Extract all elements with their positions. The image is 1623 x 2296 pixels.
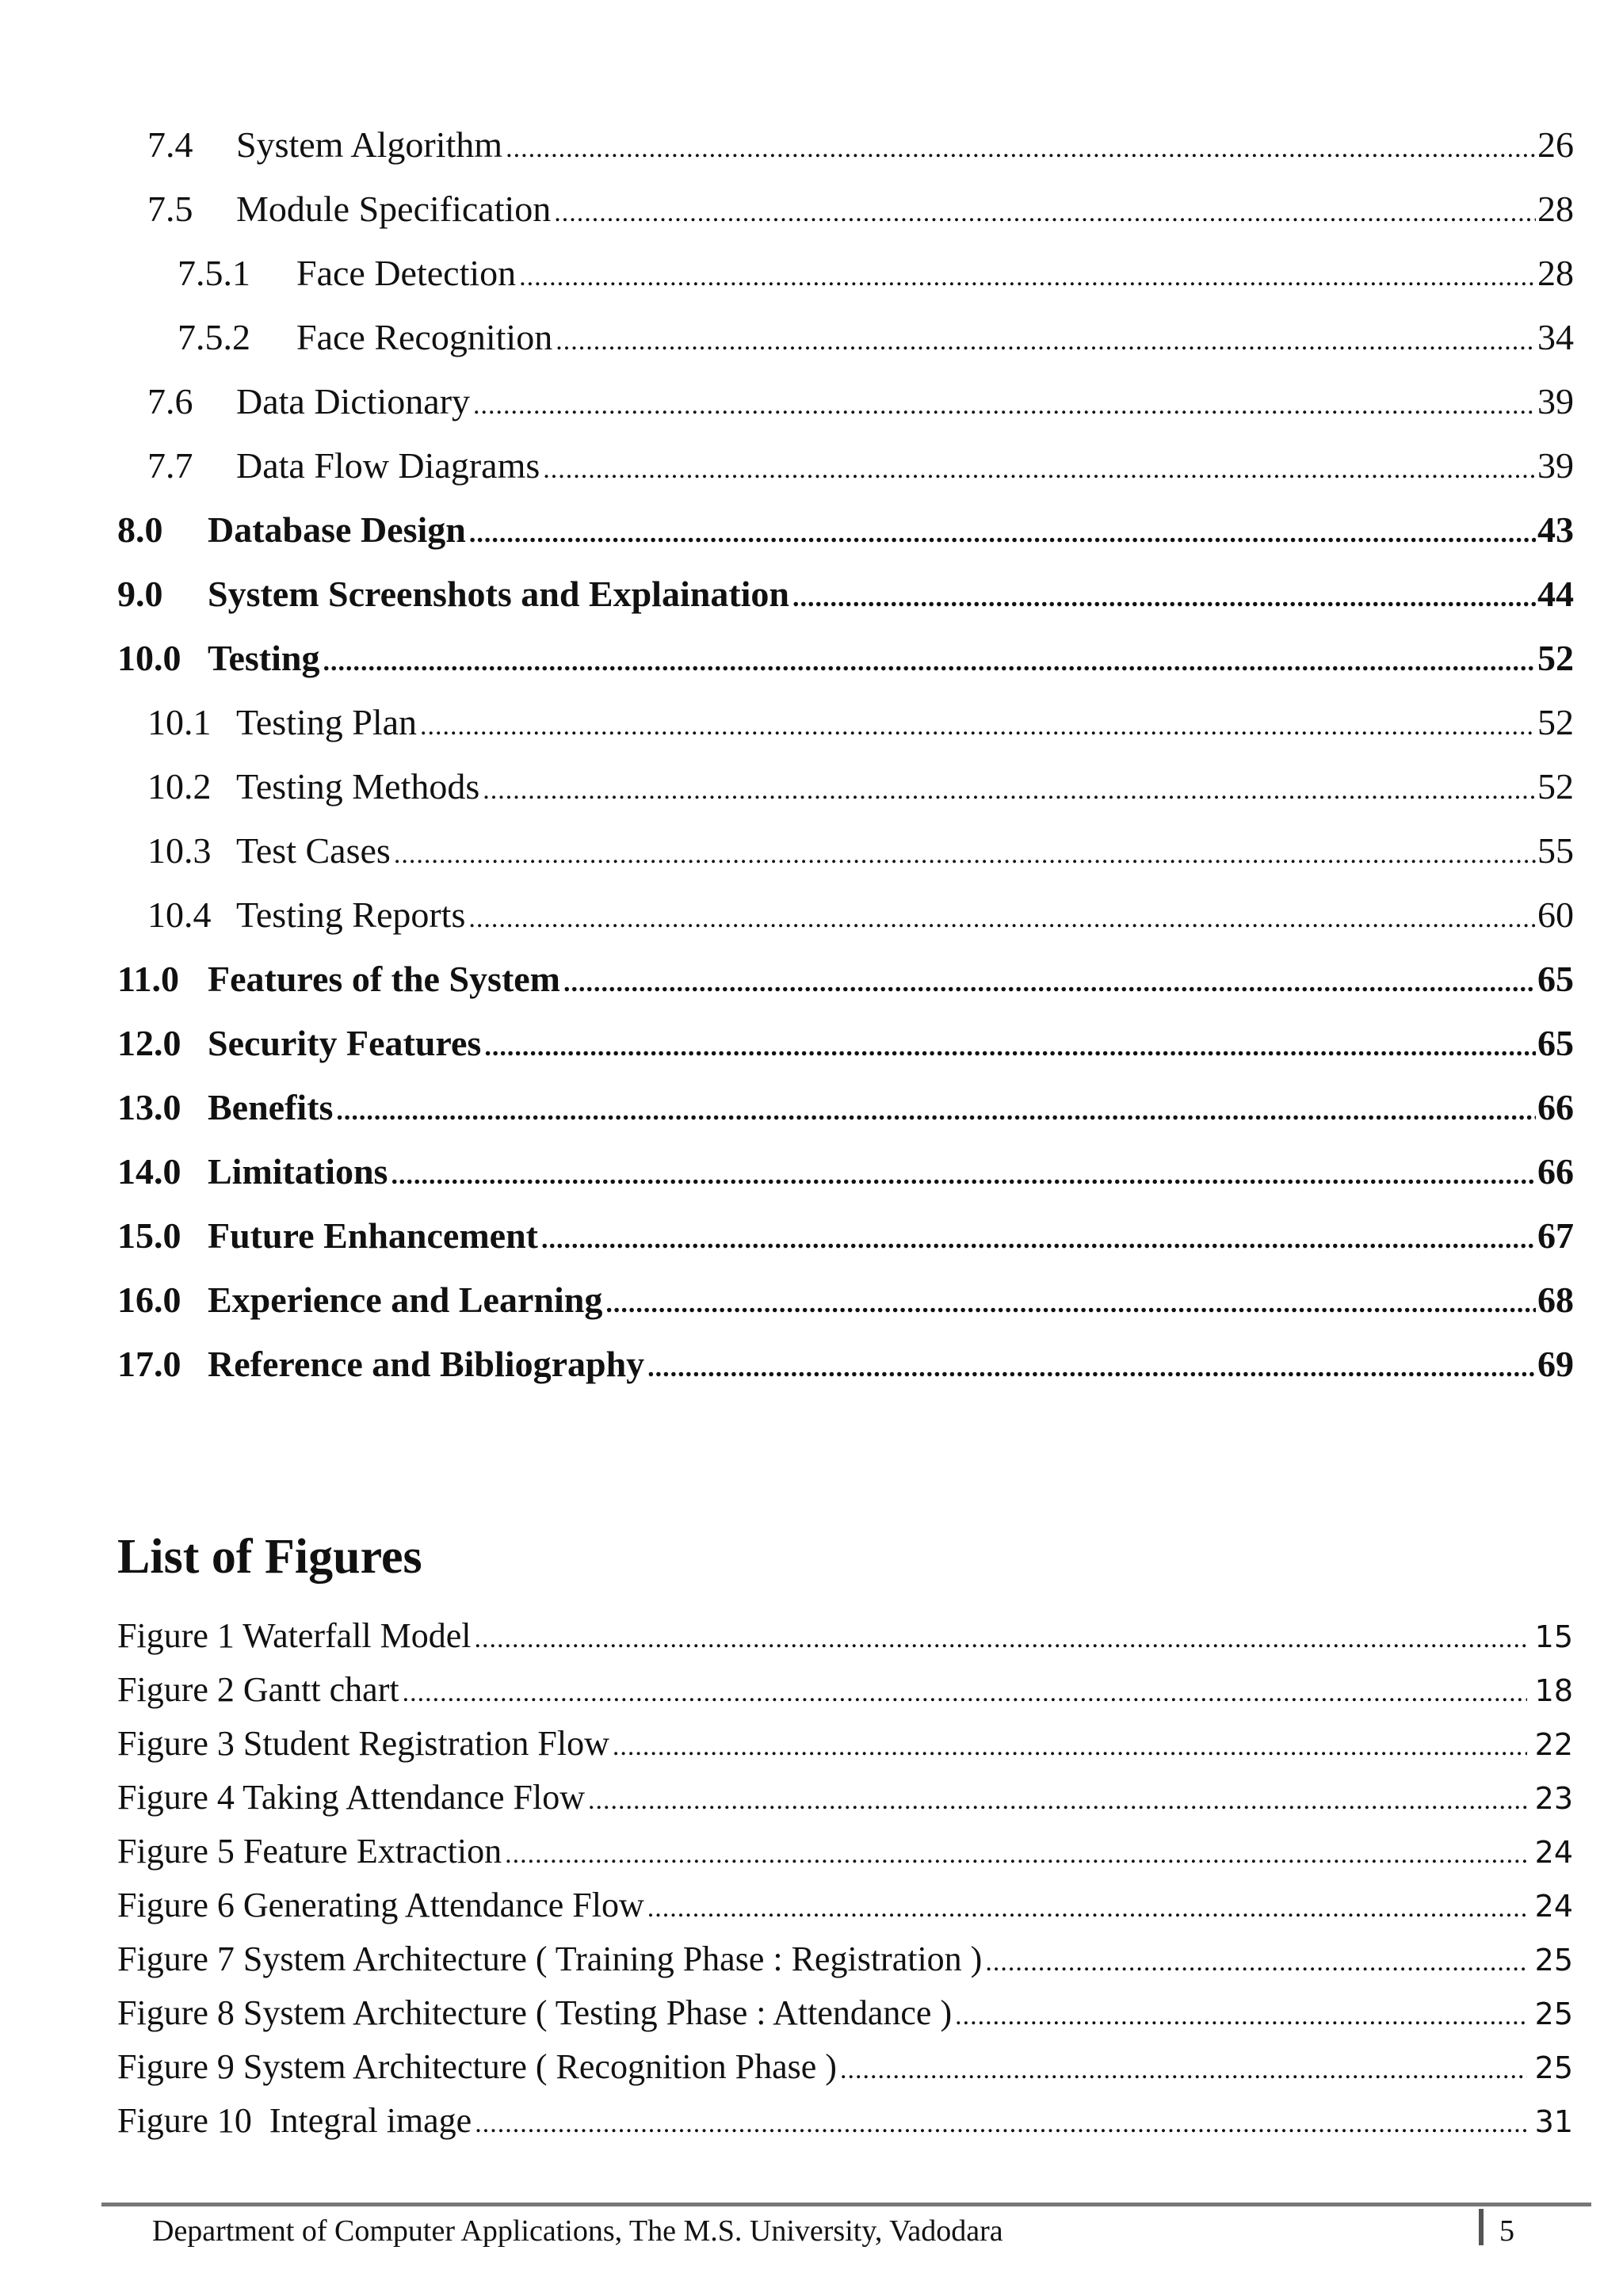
figure-entry-title: Figure 10 Integral image — [117, 2101, 472, 2140]
toc-entry-page: 67 — [1537, 1215, 1574, 1256]
toc-entry[interactable] — [117, 1016, 1574, 1071]
toc-entry-number: 8.0 — [117, 509, 163, 550]
figure-entry-page: 24 — [1534, 1835, 1573, 1870]
toc-entry-number: 7.5 — [147, 189, 193, 229]
toc-entry-number: 11.0 — [117, 959, 179, 999]
figure-entry-title: Figure 6 Generating Attendance Flow — [117, 1886, 644, 1924]
footer-department: Department of Computer Applications, The M.S. University, Vadodara — [152, 2214, 1003, 2248]
dot-leader — [475, 2099, 1526, 2149]
toc-entry-number: 7.7 — [147, 445, 193, 486]
toc-entry-title: Face Recognition — [296, 317, 553, 357]
toc-entry[interactable] — [147, 759, 1574, 814]
toc-entry-number: 10.4 — [147, 894, 212, 935]
figure-entry-title: Figure 5 Feature Extraction — [117, 1832, 502, 1871]
toc-entry-page: 52 — [1537, 638, 1574, 678]
figure-entry-page: 31 — [1534, 2104, 1573, 2139]
toc-entry-number: 13.0 — [117, 1087, 181, 1127]
dot-leader — [403, 1668, 1527, 1718]
toc-entry-title: Features of the System — [208, 959, 560, 999]
toc-entry-number: 16.0 — [117, 1280, 181, 1320]
toc-entry-title: Data Dictionary — [236, 381, 471, 421]
toc-entry[interactable] — [117, 1144, 1574, 1199]
dot-leader — [792, 570, 1536, 626]
figure-entry[interactable] — [117, 1826, 1573, 1877]
figure-entry[interactable] — [117, 1611, 1573, 1661]
toc-entry-page: 60 — [1537, 894, 1574, 935]
toc-entry-title: Benefits — [208, 1087, 334, 1127]
toc-entry-page: 39 — [1537, 381, 1574, 421]
figure-entry[interactable] — [117, 1665, 1573, 1715]
figure-entry[interactable] — [117, 1772, 1573, 1823]
figure-entry-title: Figure 4 Taking Attendance Flow — [117, 1778, 586, 1817]
dot-leader — [613, 1722, 1527, 1772]
toc-entry[interactable] — [117, 566, 1574, 622]
figure-entry-page: 25 — [1534, 1943, 1573, 1978]
toc-entry-title: System Screenshots and Explaination — [208, 574, 790, 614]
toc-entry-title: Security Features — [208, 1023, 482, 1063]
toc-entry-title: Limitations — [208, 1151, 388, 1192]
toc-entry[interactable] — [147, 374, 1574, 429]
toc-entry[interactable] — [147, 181, 1574, 237]
toc-entry-page: 34 — [1537, 317, 1574, 357]
footer-rule — [101, 2203, 1591, 2206]
footer-separator — [1479, 2209, 1484, 2245]
toc-entry-title: Reference and Bibliography — [208, 1344, 645, 1384]
figure-entry-title: Figure 1 Waterfall Model — [117, 1616, 472, 1655]
dot-leader — [554, 185, 1536, 241]
figure-entry[interactable] — [117, 2042, 1573, 2092]
figure-entry-title: Figure 3 Student Registration Flow — [117, 1724, 609, 1763]
figure-entry-page: 24 — [1534, 1889, 1573, 1924]
toc-entry-title: Testing Plan — [236, 702, 418, 742]
toc-entry-page: 43 — [1537, 509, 1574, 550]
toc-entry-title: Module Specification — [236, 189, 552, 229]
toc-entry[interactable] — [178, 246, 1574, 301]
toc-entry-number: 7.4 — [147, 124, 193, 165]
toc-entry[interactable] — [117, 631, 1574, 686]
toc-entry-number: 10.1 — [147, 702, 212, 742]
dot-leader — [484, 1020, 1536, 1075]
dot-leader — [391, 1148, 1536, 1203]
toc-entry-title: Testing Methods — [236, 766, 480, 807]
footer-page-number: 5 — [1499, 2214, 1514, 2248]
figure-entry[interactable] — [117, 1880, 1573, 1931]
toc-entry-number: 10.2 — [147, 766, 212, 807]
dot-leader — [543, 442, 1536, 498]
toc-entry-title: Experience and Learning — [208, 1280, 603, 1320]
dot-leader — [840, 2045, 1527, 2096]
dot-leader — [541, 1212, 1536, 1268]
toc-entry[interactable] — [117, 1080, 1574, 1135]
dot-leader — [519, 250, 1536, 305]
dot-leader — [955, 1991, 1527, 2042]
toc-entry-page: 65 — [1537, 959, 1574, 999]
dot-leader — [336, 1084, 1536, 1139]
figure-entry[interactable] — [117, 1718, 1573, 1769]
toc-entry-title: Future Enhancement — [208, 1215, 538, 1256]
toc-entry-title: Data Flow Diagrams — [236, 445, 540, 486]
toc-entry[interactable] — [178, 310, 1574, 365]
figure-entry-title: Figure 2 Gantt chart — [117, 1670, 399, 1709]
toc-entry-number: 10.0 — [117, 638, 181, 678]
dot-leader — [505, 1829, 1527, 1880]
toc-entry[interactable] — [117, 502, 1574, 558]
dot-leader — [556, 314, 1536, 369]
toc-entry[interactable] — [117, 952, 1574, 1007]
dot-leader — [469, 506, 1536, 562]
dot-leader — [483, 763, 1536, 818]
dot-leader — [323, 635, 1536, 690]
toc-entry[interactable] — [147, 117, 1574, 173]
toc-entry-page: 55 — [1537, 830, 1574, 871]
figure-entry-page: 25 — [1534, 2050, 1573, 2085]
toc-entry-page: 65 — [1537, 1023, 1574, 1063]
dot-leader — [605, 1276, 1536, 1332]
toc-entry-number: 7.5.1 — [178, 253, 250, 293]
toc-entry-number: 7.5.2 — [178, 317, 250, 357]
figure-entry-page: 18 — [1534, 1673, 1573, 1708]
figure-entry-title: Figure 9 System Architecture ( Recognition Phase ) — [117, 2047, 837, 2086]
toc-entry[interactable] — [147, 887, 1574, 943]
toc-entry-title: Test Cases — [236, 830, 391, 871]
toc-entry-title: Database Design — [208, 509, 466, 550]
toc-entry-title: Testing Reports — [236, 894, 466, 935]
figure-entry[interactable] — [117, 2096, 1573, 2146]
toc-entry[interactable] — [147, 823, 1574, 879]
dot-leader — [985, 1937, 1526, 1988]
dot-leader — [588, 1775, 1527, 1826]
toc-entry[interactable] — [117, 1272, 1574, 1328]
figure-entry-page: 22 — [1534, 1727, 1573, 1762]
toc-entry-page: 52 — [1537, 766, 1574, 807]
toc-entry-number: 12.0 — [117, 1023, 181, 1063]
figure-entry-page: 23 — [1534, 1781, 1573, 1816]
toc-entry-number: 17.0 — [117, 1344, 181, 1384]
toc-entry-page: 68 — [1537, 1280, 1574, 1320]
figure-entry-page: 25 — [1534, 1997, 1573, 2031]
toc-entry-title: Testing — [208, 638, 320, 678]
toc-entry-page: 66 — [1537, 1151, 1574, 1192]
toc-entry-page: 28 — [1537, 253, 1574, 293]
toc-entry-number: 14.0 — [117, 1151, 181, 1192]
figure-entry[interactable] — [117, 1934, 1573, 1985]
dot-leader — [506, 121, 1536, 177]
dot-leader — [647, 1883, 1527, 1934]
toc-entry[interactable] — [117, 1337, 1574, 1392]
figure-entry-title: Figure 7 System Architecture ( Training Phase : Registration ) — [117, 1939, 983, 1978]
dot-leader — [563, 955, 1536, 1011]
toc-entry-page: 26 — [1537, 124, 1574, 165]
toc-entry[interactable] — [147, 695, 1574, 750]
toc-entry-number: 15.0 — [117, 1215, 181, 1256]
toc-entry-page: 66 — [1537, 1087, 1574, 1127]
dot-leader — [394, 827, 1536, 883]
toc-entry-page: 69 — [1537, 1344, 1574, 1384]
dot-leader — [420, 699, 1536, 754]
toc-entry[interactable] — [147, 438, 1574, 494]
toc-entry-title: Face Detection — [296, 253, 517, 293]
figure-entry-title: Figure 8 System Architecture ( Testing Phase : Attendance ) — [117, 1993, 953, 2032]
toc-entry-title: System Algorithm — [236, 124, 503, 165]
toc-entry-number: 9.0 — [117, 574, 163, 614]
dot-leader — [473, 378, 1536, 433]
dot-leader — [475, 1614, 1527, 1665]
toc-entry[interactable] — [117, 1208, 1574, 1264]
figure-entry[interactable] — [117, 1988, 1573, 2039]
toc-entry-page: 52 — [1537, 702, 1574, 742]
dot-leader — [647, 1341, 1536, 1396]
toc-entry-page: 28 — [1537, 189, 1574, 229]
dot-leader — [468, 891, 1536, 947]
list-of-figures-heading: List of Figures — [117, 1530, 422, 1584]
toc-entry-page: 44 — [1537, 574, 1574, 614]
figure-entry-page: 15 — [1534, 1619, 1573, 1654]
toc-entry-page: 39 — [1537, 445, 1574, 486]
toc-entry-number: 7.6 — [147, 381, 193, 421]
toc-entry-number: 10.3 — [147, 830, 212, 871]
